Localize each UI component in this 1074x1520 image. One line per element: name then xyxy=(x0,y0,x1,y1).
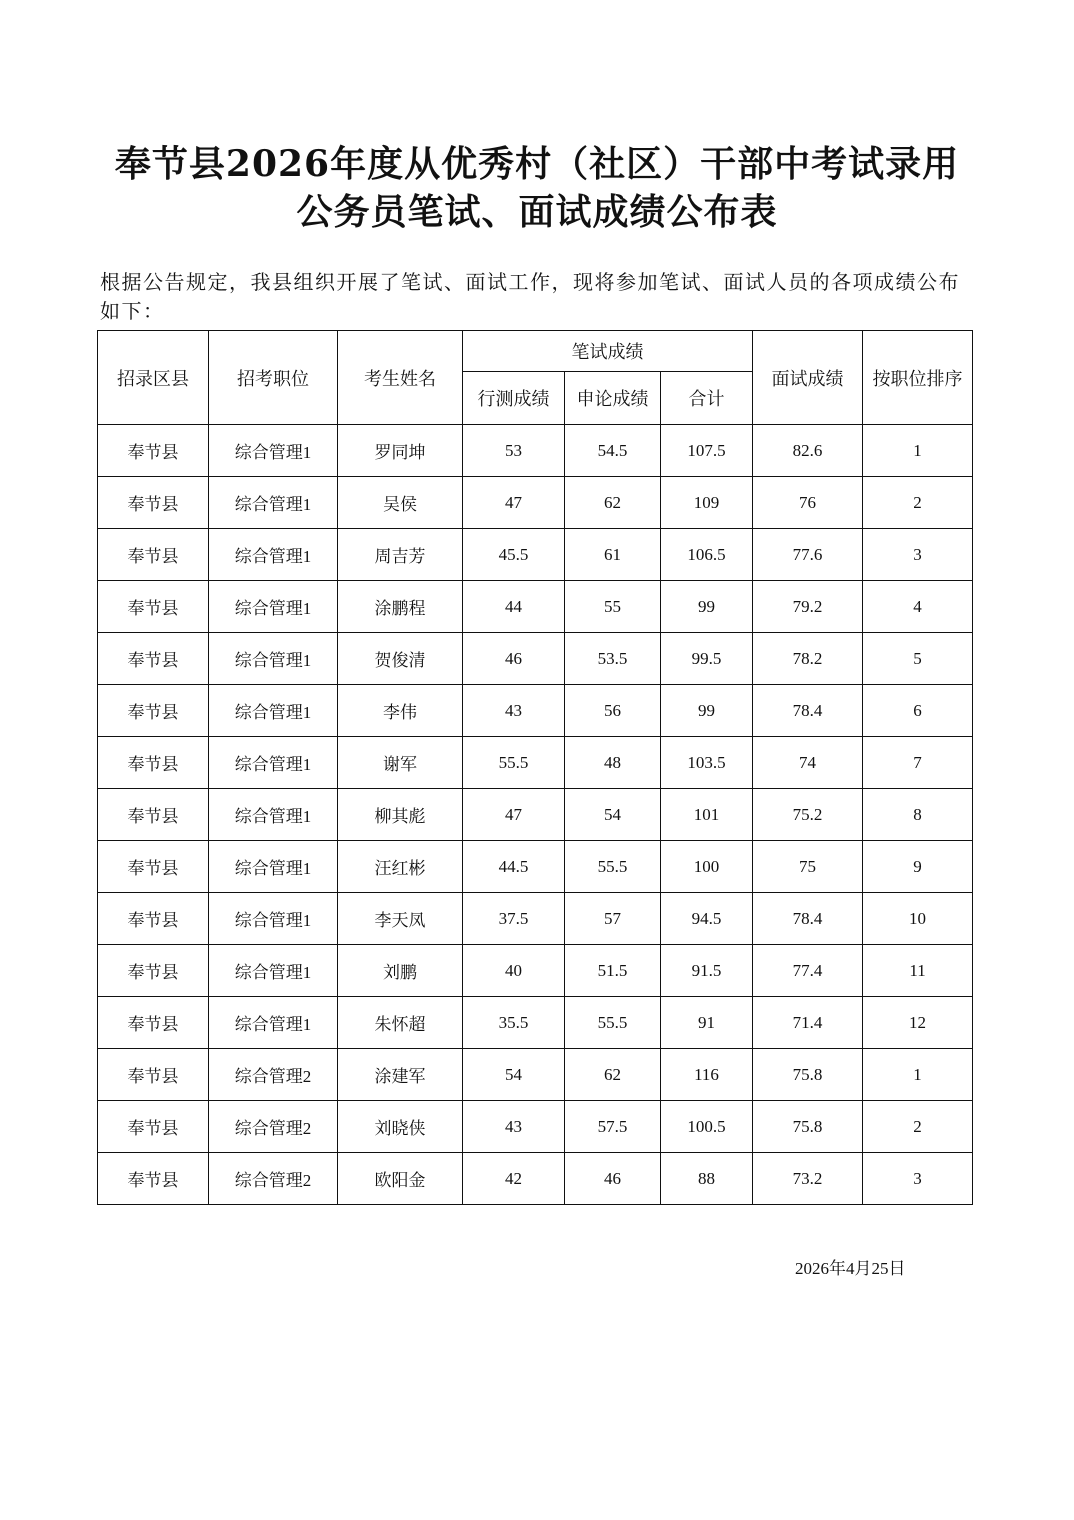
publish-date: 2026年4月25日 xyxy=(795,1259,906,1278)
table-row xyxy=(98,581,973,633)
cell-district: 奉节县 xyxy=(98,841,209,893)
cell-district: 奉节县 xyxy=(98,789,209,841)
cell-interview: 75.8 xyxy=(753,1101,863,1153)
cell-total: 103.5 xyxy=(661,737,753,789)
cell-shenlun: 53.5 xyxy=(565,633,661,685)
cell-interview: 71.4 xyxy=(753,997,863,1049)
cell-district: 奉节县 xyxy=(98,737,209,789)
page-title-line-1: 奉节县2026年度从优秀村（社区）干部中考试录用 xyxy=(114,143,960,185)
cell-district: 奉节县 xyxy=(98,581,209,633)
cell-shenlun: 57.5 xyxy=(565,1101,661,1153)
cell-total: 100.5 xyxy=(661,1101,753,1153)
cell-total: 91.5 xyxy=(661,945,753,997)
cell-xingce: 37.5 xyxy=(463,893,565,945)
cell-rank: 10 xyxy=(863,893,973,945)
cell-total: 99 xyxy=(661,685,753,737)
cell-position: 综合管理1 xyxy=(209,529,338,581)
cell-name: 欧阳金 xyxy=(338,1153,463,1205)
cell-rank: 9 xyxy=(863,841,973,893)
cell-name: 涂建军 xyxy=(338,1049,463,1101)
table-row xyxy=(98,841,973,893)
cell-xingce: 44.5 xyxy=(463,841,565,893)
cell-total: 99 xyxy=(661,581,753,633)
cell-position: 综合管理1 xyxy=(209,581,338,633)
cell-interview: 75.2 xyxy=(753,789,863,841)
cell-name: 李天凤 xyxy=(338,893,463,945)
cell-district: 奉节县 xyxy=(98,1101,209,1153)
cell-total: 99.5 xyxy=(661,633,753,685)
cell-shenlun: 46 xyxy=(565,1153,661,1205)
cell-name: 谢军 xyxy=(338,737,463,789)
cell-total: 94.5 xyxy=(661,893,753,945)
cell-shenlun: 55.5 xyxy=(565,841,661,893)
cell-rank: 7 xyxy=(863,737,973,789)
cell-name: 李伟 xyxy=(338,685,463,737)
cell-shenlun: 51.5 xyxy=(565,945,661,997)
cell-total: 109 xyxy=(661,477,753,529)
cell-xingce: 44 xyxy=(463,581,565,633)
cell-xingce: 53 xyxy=(463,425,565,477)
table-row xyxy=(98,633,973,685)
cell-shenlun: 62 xyxy=(565,477,661,529)
header-name: 考生姓名 xyxy=(338,331,463,425)
cell-interview: 78.2 xyxy=(753,633,863,685)
table-row xyxy=(98,1101,973,1153)
cell-interview: 82.6 xyxy=(753,425,863,477)
page-title-line-2: 公务员笔试、面试成绩公布表 xyxy=(296,191,778,233)
cell-xingce: 40 xyxy=(463,945,565,997)
cell-xingce: 54 xyxy=(463,1049,565,1101)
cell-xingce: 43 xyxy=(463,1101,565,1153)
table-row xyxy=(98,1153,973,1205)
cell-xingce: 47 xyxy=(463,789,565,841)
cell-district: 奉节县 xyxy=(98,685,209,737)
intro-paragraph: 根据公告规定，我县组织开展了笔试、面试工作，现将参加笔试、面试人员的各项成绩公布如下： xyxy=(100,270,960,323)
table-row xyxy=(98,893,973,945)
table-row xyxy=(98,1049,973,1101)
cell-position: 综合管理2 xyxy=(209,1101,338,1153)
cell-position: 综合管理1 xyxy=(209,685,338,737)
cell-interview: 78.4 xyxy=(753,893,863,945)
cell-shenlun: 48 xyxy=(565,737,661,789)
cell-interview: 78.4 xyxy=(753,685,863,737)
cell-rank: 3 xyxy=(863,529,973,581)
cell-xingce: 35.5 xyxy=(463,997,565,1049)
header-position: 招考职位 xyxy=(209,331,338,425)
cell-position: 综合管理1 xyxy=(209,841,338,893)
header-rank: 按职位排序 xyxy=(863,331,973,425)
cell-shenlun: 62 xyxy=(565,1049,661,1101)
cell-xingce: 45.5 xyxy=(463,529,565,581)
cell-district: 奉节县 xyxy=(98,945,209,997)
cell-district: 奉节县 xyxy=(98,893,209,945)
table-row xyxy=(98,529,973,581)
cell-position: 综合管理1 xyxy=(209,425,338,477)
scores-table xyxy=(97,330,973,1205)
header-written-score: 笔试成绩 xyxy=(463,331,753,372)
cell-position: 综合管理1 xyxy=(209,737,338,789)
cell-name: 周吉芳 xyxy=(338,529,463,581)
cell-position: 综合管理1 xyxy=(209,477,338,529)
cell-shenlun: 54.5 xyxy=(565,425,661,477)
cell-total: 116 xyxy=(661,1049,753,1101)
cell-position: 综合管理2 xyxy=(209,1153,338,1205)
cell-interview: 76 xyxy=(753,477,863,529)
cell-position: 综合管理1 xyxy=(209,893,338,945)
cell-rank: 2 xyxy=(863,477,973,529)
cell-total: 106.5 xyxy=(661,529,753,581)
cell-name: 罗同坤 xyxy=(338,425,463,477)
cell-name: 汪红彬 xyxy=(338,841,463,893)
cell-name: 柳其彪 xyxy=(338,789,463,841)
cell-rank: 5 xyxy=(863,633,973,685)
header-interview-score: 面试成绩 xyxy=(753,331,863,425)
cell-interview: 77.4 xyxy=(753,945,863,997)
header-total: 合计 xyxy=(661,372,753,425)
cell-interview: 77.6 xyxy=(753,529,863,581)
cell-total: 100 xyxy=(661,841,753,893)
table-row xyxy=(98,945,973,997)
cell-name: 吴侯 xyxy=(338,477,463,529)
cell-rank: 1 xyxy=(863,425,973,477)
table-body xyxy=(98,425,973,1205)
cell-district: 奉节县 xyxy=(98,425,209,477)
cell-xingce: 42 xyxy=(463,1153,565,1205)
cell-position: 综合管理1 xyxy=(209,789,338,841)
cell-name: 刘晓侠 xyxy=(338,1101,463,1153)
cell-district: 奉节县 xyxy=(98,997,209,1049)
cell-position: 综合管理1 xyxy=(209,997,338,1049)
table-row xyxy=(98,997,973,1049)
cell-xingce: 55.5 xyxy=(463,737,565,789)
cell-shenlun: 54 xyxy=(565,789,661,841)
header-shenlun: 申论成绩 xyxy=(565,372,661,425)
table-row xyxy=(98,737,973,789)
cell-shenlun: 57 xyxy=(565,893,661,945)
cell-rank: 6 xyxy=(863,685,973,737)
cell-district: 奉节县 xyxy=(98,477,209,529)
cell-xingce: 47 xyxy=(463,477,565,529)
cell-rank: 1 xyxy=(863,1049,973,1101)
cell-interview: 75 xyxy=(753,841,863,893)
table-row xyxy=(98,477,973,529)
cell-district: 奉节县 xyxy=(98,529,209,581)
cell-shenlun: 56 xyxy=(565,685,661,737)
cell-district: 奉节县 xyxy=(98,633,209,685)
table-row xyxy=(98,425,973,477)
header-district: 招录区县 xyxy=(98,331,209,425)
cell-total: 88 xyxy=(661,1153,753,1205)
header-row-1 xyxy=(98,331,973,372)
cell-total: 101 xyxy=(661,789,753,841)
cell-rank: 8 xyxy=(863,789,973,841)
cell-shenlun: 55.5 xyxy=(565,997,661,1049)
cell-rank: 4 xyxy=(863,581,973,633)
cell-total: 91 xyxy=(661,997,753,1049)
cell-shenlun: 55 xyxy=(565,581,661,633)
cell-name: 刘鹏 xyxy=(338,945,463,997)
cell-position: 综合管理2 xyxy=(209,1049,338,1101)
cell-interview: 75.8 xyxy=(753,1049,863,1101)
table-row xyxy=(98,789,973,841)
cell-district: 奉节县 xyxy=(98,1153,209,1205)
cell-district: 奉节县 xyxy=(98,1049,209,1101)
cell-rank: 12 xyxy=(863,997,973,1049)
cell-rank: 2 xyxy=(863,1101,973,1153)
cell-position: 综合管理1 xyxy=(209,945,338,997)
cell-shenlun: 61 xyxy=(565,529,661,581)
cell-xingce: 43 xyxy=(463,685,565,737)
cell-name: 涂鹏程 xyxy=(338,581,463,633)
table-row xyxy=(98,685,973,737)
cell-interview: 79.2 xyxy=(753,581,863,633)
cell-rank: 11 xyxy=(863,945,973,997)
cell-interview: 74 xyxy=(753,737,863,789)
cell-total: 107.5 xyxy=(661,425,753,477)
cell-name: 贺俊清 xyxy=(338,633,463,685)
header-xingce: 行测成绩 xyxy=(463,372,565,425)
cell-position: 综合管理1 xyxy=(209,633,338,685)
cell-rank: 3 xyxy=(863,1153,973,1205)
cell-xingce: 46 xyxy=(463,633,565,685)
cell-name: 朱怀超 xyxy=(338,997,463,1049)
cell-interview: 73.2 xyxy=(753,1153,863,1205)
